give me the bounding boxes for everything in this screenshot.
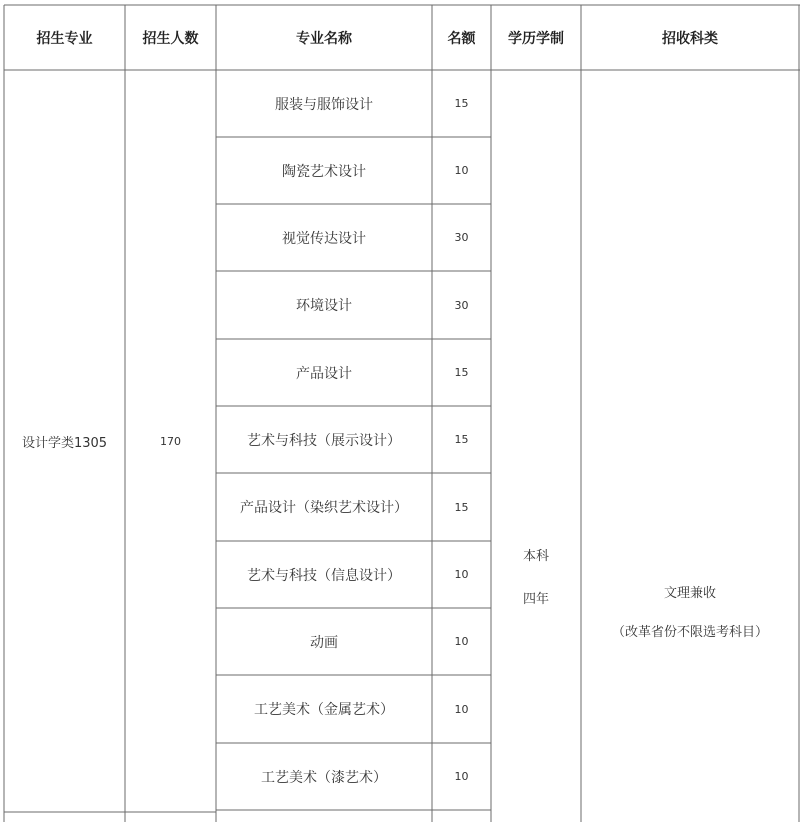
education-cell	[491, 540, 581, 612]
table-row-quota: 30	[454, 298, 469, 312]
table-row-name: 产品设计	[296, 365, 352, 382]
count-cell: 170	[160, 434, 181, 448]
table-row-name: 动画	[310, 634, 338, 651]
header-count: 招生人数	[142, 30, 199, 47]
table-row-quota: 30	[454, 231, 469, 244]
table-row-quota: 10	[454, 164, 469, 177]
subjects-cell	[581, 575, 799, 647]
header-subjects: 招收科类	[662, 30, 718, 47]
table-row-quota: 10	[454, 770, 469, 783]
header-education: 学历学制	[508, 30, 564, 47]
subjects-main: 文理兼收	[663, 586, 716, 601]
table-row-name: 陶瓷艺术设计	[282, 163, 366, 180]
table-row-quota: 10	[454, 635, 469, 648]
header-name: 专业名称	[296, 30, 352, 47]
header-major: 招生专业	[36, 30, 93, 47]
table-row-quota: 10	[454, 702, 469, 716]
subjects-note: （改革省份不限选考科目）	[611, 625, 768, 640]
table-row-name: 艺术与科技（展示设计）	[247, 432, 401, 449]
table-row-quota: 15	[454, 366, 469, 379]
table-row-name: 环境设计	[296, 298, 352, 314]
education-duration: 四年	[522, 592, 549, 607]
table-row-quota: 10	[454, 568, 469, 581]
table-row-name: 产品设计（染织艺术设计）	[240, 500, 408, 516]
table-row-quota: 15	[454, 97, 469, 110]
education-degree: 本科	[522, 549, 549, 564]
major-cell: 设计学类1305	[21, 435, 108, 451]
header-quota: 名额	[447, 30, 476, 47]
table-row-quota: 15	[454, 433, 469, 446]
table-row-name: 艺术与科技（信息设计）	[247, 567, 401, 584]
table-row-name: 工艺美术（金属艺术）	[254, 702, 394, 718]
table-row-name: 视觉传达设计	[282, 230, 366, 247]
table-row-quota: 15	[454, 500, 469, 514]
table-row-name: 服装与服饰设计	[275, 96, 373, 113]
table-row-name: 工艺美术（漆艺术）	[261, 769, 387, 786]
